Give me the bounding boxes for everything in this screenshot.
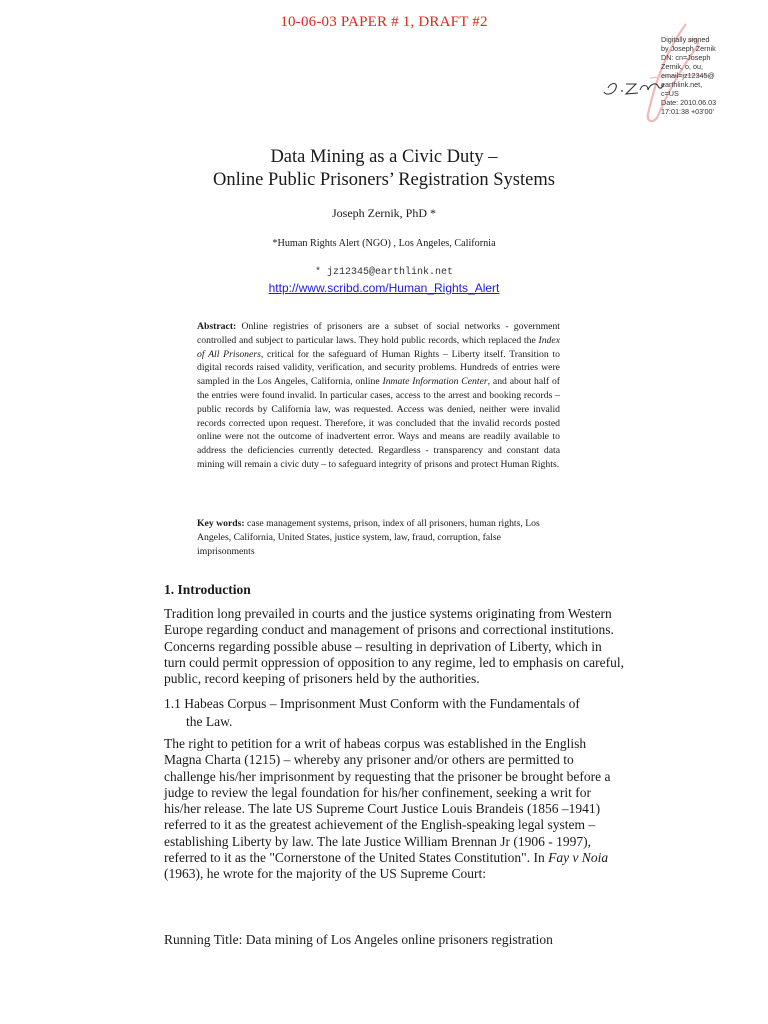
- signature-line: by Joseph Zernik: [661, 44, 716, 53]
- paragraph-line: turn could permit oppression of opposition to any regime, led to emphasis on careful,: [164, 654, 625, 670]
- signature-line: DN: cn=Joseph: [661, 53, 711, 62]
- author-email: * jz12345@earthlink.net: [314, 267, 454, 278]
- introduction-paragraph: [164, 606, 625, 687]
- paragraph-line: Tradition long prevailed in courts and the justice systems originating from Western: [164, 606, 612, 621]
- signature-line: earthlink.net,: [661, 80, 703, 89]
- paragraph-line: [164, 850, 614, 866]
- paragraph-line: challenge his/her imprisonment by requesting that the prisoner be brought before a: [164, 768, 611, 784]
- subheading-line: 1.1 Habeas Corpus – Imprisonment Must Conform with the Fundamentals of: [164, 696, 580, 711]
- keywords: [197, 517, 560, 558]
- signature-line: 17:01:38 +03'00': [661, 107, 714, 116]
- paragraph-line: referred to it as the greatest achievement of the English-speaking legal system –: [164, 817, 596, 833]
- keywords-text: case management systems, prison, index of all prisoners, human rights, Los Angeles, California, United States, justice system, law, fraud, corruption, false imprisonments: [197, 518, 540, 557]
- subsection-heading-habeas-corpus: [164, 695, 614, 731]
- subheading-line: the Law.: [186, 714, 233, 729]
- paragraph-line: public, record keeping of prisoners held by the authorities.: [164, 671, 480, 687]
- digital-signature: [598, 18, 763, 128]
- draft-header: 10-06-03 PAPER # 1, DRAFT #2: [280, 14, 488, 30]
- signature-details: [661, 35, 761, 116]
- author-url-link[interactable]: [0, 281, 768, 295]
- keywords-label: Key words:: [197, 518, 245, 529]
- abstract-italic-term: Index of All Prisoners: [197, 334, 560, 360]
- signature-line: Digitally signed: [661, 35, 710, 44]
- abstract-italic-term: Inmate Information Center: [382, 376, 488, 388]
- paragraph-line: The right to petition for a writ of habeas corpus was established in the English: [164, 736, 587, 751]
- abstract-label: Abstract:: [197, 321, 237, 332]
- paragraph-line: establishing Liberty by law. The late Justice William Brennan Jr (1906 - 1997),: [164, 833, 591, 849]
- signature-line: c=US: [661, 89, 679, 98]
- abstract-text: , critical for the safeguard of Human Rights – Liberty itself. Transition to digital records raised validity, verification, and security problems. Hundreds of entries were sampled in the Los Angeles, California, online: [197, 348, 560, 388]
- section-heading-introduction: 1. Introduction: [164, 582, 251, 597]
- signature-line: Zernik, o, ou,: [661, 62, 703, 71]
- paragraph-line: Magna Charta (1215) – whereby any prisoner and/or others are permitted to: [164, 752, 574, 768]
- author-name: Joseph Zernik, PhD *: [332, 206, 436, 220]
- author-affiliation: *Human Rights Alert (NGO) , Los Angeles, California: [272, 238, 496, 249]
- paragraph-line: judge to review the legal foundation for his/her confinement, seeking a writ for: [164, 784, 591, 800]
- title-line-1: Data Mining as a Civic Duty –: [270, 147, 498, 167]
- habeas-corpus-paragraph: [164, 736, 614, 883]
- url-text[interactable]: http://www.scribd.com/Human_Rights_Alert: [268, 281, 500, 295]
- abstract: [197, 320, 560, 472]
- signature-line: email=jz12345@: [661, 71, 715, 80]
- paragraph-line: Europe regarding conduct and management of prisons and correctional institutions.: [164, 622, 614, 638]
- paragraph-line: Concerns regarding possible abuse – resulting in deprivation of Liberty, which in: [164, 638, 602, 654]
- paragraph-line: his/her release. The late US Supreme Court Justice Louis Brandeis (1856 –1941): [164, 801, 601, 817]
- abstract-text: Online registries of prisoners are a subset of social networks - government controlled and subject to particular laws. They hold public records, which replaced the: [197, 321, 560, 346]
- abstract-text: , and about half of the entries were found invalid. In particular cases, access to the arrest and booking records – public records by California law, was requested. Access was denied, neither were invalid records corrected upon request. Therefore, it was concluded that the invalid records posted online were not the outcome of inadvertent error. Ways and means are readily available to address the deficiencies currently detected. Regardless - transparency and constant data mining will remain a civic duty – to safeguard integrity of prisons and protect Human Rights.: [197, 376, 561, 470]
- paragraph-line-text: referred to it as the "Cornerstone of the United States Constitution". In: [164, 850, 549, 866]
- case-citation: Fay v Noia: [548, 850, 609, 866]
- paper-title: [0, 146, 768, 192]
- signature-line: Date: 2010.06.03: [661, 98, 717, 107]
- running-title: Running Title: Data mining of Los Angeles online prisoners registration: [164, 932, 553, 947]
- title-line-2: Online Public Prisoners’ Registration Systems: [213, 170, 555, 190]
- paragraph-line: (1963), he wrote for the majority of the US Supreme Court:: [164, 866, 487, 882]
